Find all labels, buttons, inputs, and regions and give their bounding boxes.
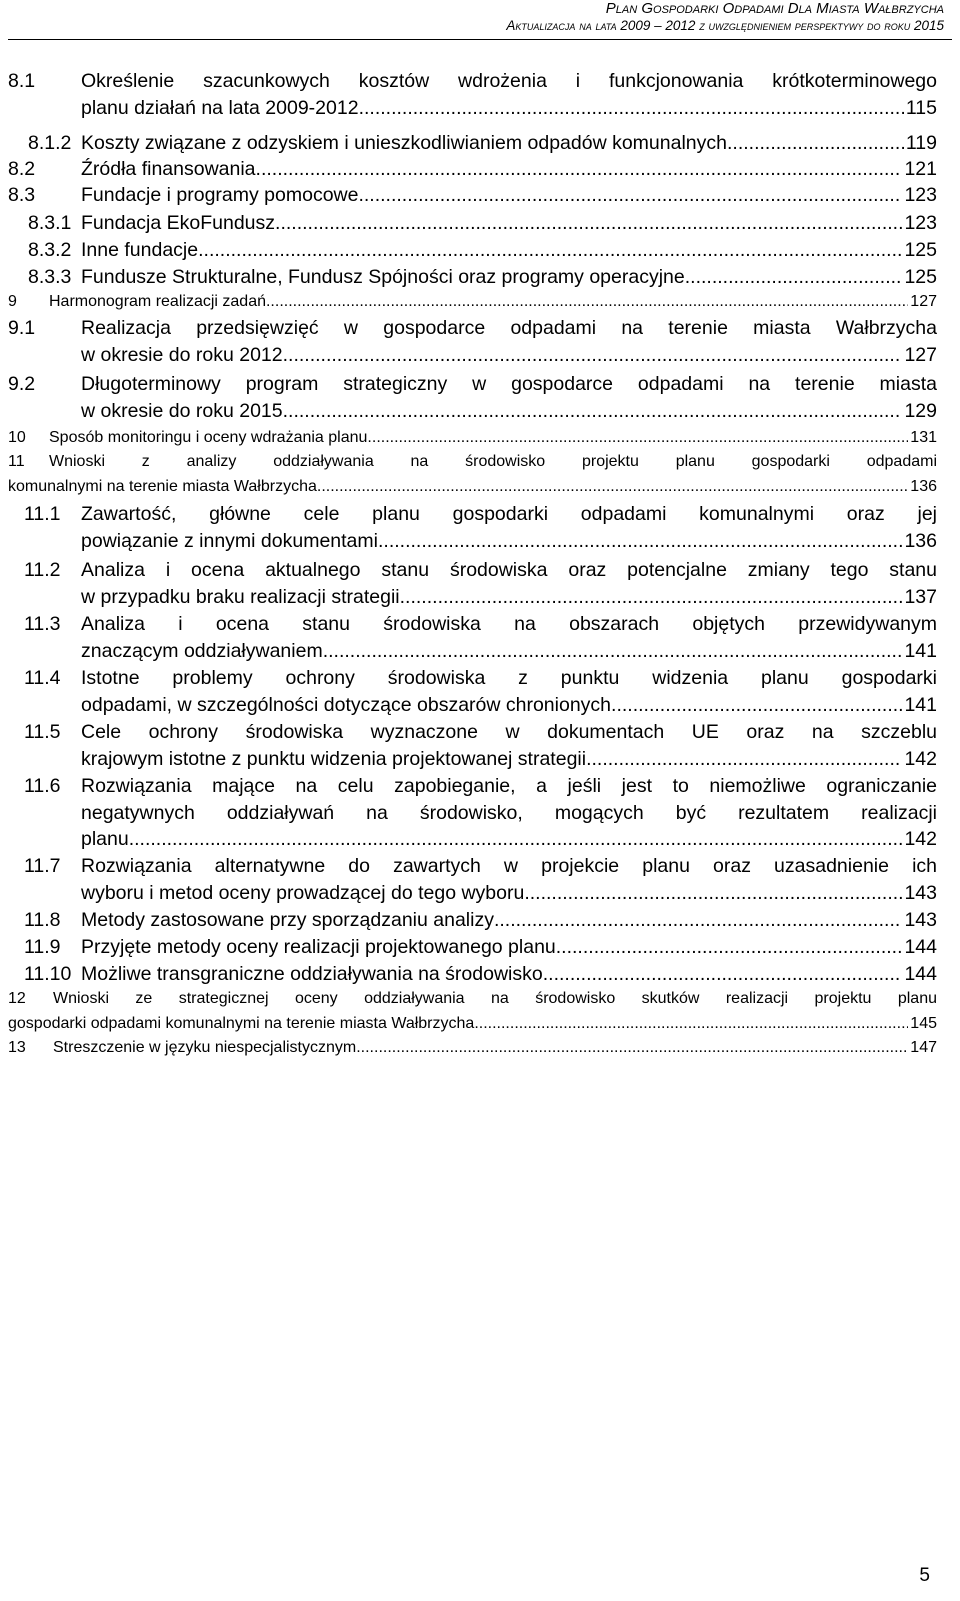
- toc-entry-number: 8.3.2: [28, 239, 72, 261]
- toc-entry-line-last: [81, 530, 937, 553]
- toc-entry-line-last: [53, 1039, 937, 1057]
- toc-entry-line: [81, 503, 937, 526]
- toc-leader-dots: [256, 158, 903, 181]
- toc-entry-title: Realizacja przedsięwzięć w gospodarce odpadami na terenie miasta Wałbrzycha: [81, 317, 937, 339]
- toc-entry-title: Metody zastosowane przy sporządzaniu analizy: [81, 909, 494, 931]
- toc-leader-dots: [356, 1039, 908, 1057]
- toc-entry-title: krajowym istotne z punktu widzenia projektowanej strategii: [81, 747, 587, 770]
- toc-entry-line: [81, 559, 937, 582]
- toc-leader-dots: [524, 882, 902, 905]
- toc-entry-line-last: [81, 344, 937, 367]
- toc-entry-page: 125: [904, 239, 937, 261]
- toc-entry-number: 11.6: [24, 775, 61, 797]
- toc-entry-line-last: [8, 478, 937, 496]
- toc-entry-line: [81, 667, 937, 690]
- toc-entry-page: 136: [904, 529, 937, 552]
- toc-entry-number: 9.2: [8, 373, 36, 395]
- toc-entry-page: 136: [910, 477, 937, 495]
- toc-entry-page: 143: [904, 881, 937, 904]
- toc-entry-page: 144: [904, 936, 937, 958]
- toc-entry-line-last: [49, 429, 937, 447]
- toc-entry-title: Rozwiązania alternatywne do zawartych w projekcie planu oraz uzasadnienie ich: [81, 855, 937, 877]
- toc-entry-title: w przypadku braku realizacji strategii: [81, 585, 400, 608]
- toc-leader-dots: [266, 293, 908, 311]
- toc-entry-page: 141: [904, 639, 937, 662]
- toc-leader-dots: [317, 478, 908, 496]
- toc-entry-title: powiązanie z innymi dokumentami: [81, 529, 378, 552]
- toc-entry-page: 123: [904, 212, 937, 234]
- header-subtitle: Aktualizacja na lata 2009 – 2012 z uwzględnieniem perspektywy do roku 2015: [506, 18, 944, 33]
- toc-entry-title: planu: [81, 828, 129, 850]
- toc-entry-title: w okresie do roku 2015: [81, 399, 283, 422]
- toc-entry-page: 137: [904, 585, 937, 608]
- toc-leader-dots: [275, 212, 902, 235]
- toc-entry-number: 8.2: [8, 158, 36, 180]
- toc-entry-line-last: [81, 158, 937, 181]
- toc-entry-line-last: [8, 1015, 937, 1033]
- toc-entry-line-last: [81, 400, 937, 423]
- toc-leader-dots: [556, 936, 903, 959]
- toc-entry-number: 8.3: [8, 184, 36, 206]
- toc-entry-line: [81, 721, 937, 744]
- toc-entry-title: Cele ochrony środowiska wyznaczone w dokumentach UE oraz na szczeblu: [81, 721, 937, 743]
- toc-entry-title: Rozwiązania mające na celu zapobieganie, a jeśli jest to niemożliwe ograniczanie: [81, 775, 937, 797]
- toc-entry-line: [81, 802, 937, 825]
- toc-entry-line-last: [81, 184, 937, 207]
- toc-entry-number: 11.2: [24, 559, 61, 581]
- toc-entry-title: Streszczenie w języku niespecjalistycznym: [53, 1039, 357, 1056]
- toc-entry-number: 10: [8, 429, 26, 446]
- toc-entry-line-last: [81, 909, 937, 932]
- toc-entry-line-last: [81, 936, 937, 959]
- toc-entry-page: 143: [904, 909, 937, 931]
- toc-entry-page: 123: [904, 184, 937, 206]
- toc-leader-dots: [727, 132, 904, 155]
- toc-entry-line-last: [81, 586, 937, 609]
- toc-entry-page: 121: [904, 158, 937, 180]
- toc-entry-line-last: [81, 132, 937, 155]
- toc-entry-title: Wnioski ze strategicznej oceny oddziaływania na środowisko skutków realizacji projektu planu: [53, 990, 937, 1007]
- header-title: Plan Gospodarki Odpadami Dla Miasta Wałbrzycha: [605, 0, 944, 17]
- toc-entry-page: 142: [904, 747, 937, 770]
- toc-entry-title: Wnioski z analizy oddziaływania na środowisko projektu planu gospodarki odpadami: [49, 453, 937, 470]
- toc-entry-line-last: [49, 293, 937, 311]
- toc-leader-dots: [400, 586, 903, 609]
- toc-entry-line-last: [81, 239, 937, 262]
- toc-entry-number: 11.4: [24, 667, 61, 689]
- toc-leader-dots: [323, 640, 903, 663]
- toc-entry-line-last: [81, 212, 937, 235]
- header-divider: [8, 39, 952, 40]
- toc-entry-number: 11.3: [24, 613, 61, 635]
- toc-entry-line-last: [81, 266, 937, 289]
- toc-entry-title: Koszty związane z odzyskiem i unieszkodliwianiem odpadów komunalnych: [81, 132, 727, 154]
- toc-leader-dots: [283, 344, 903, 367]
- toc-entry-page: 147: [910, 1039, 937, 1056]
- toc-leader-dots: [367, 429, 908, 447]
- toc-leader-dots: [685, 266, 903, 289]
- toc-entry-title: odpadami, w szczególności dotyczące obszarów chronionych: [81, 693, 612, 716]
- toc-entry-number: 13: [8, 1039, 26, 1056]
- toc-entry-title: Możliwe transgraniczne oddziaływania na środowisko: [81, 963, 543, 985]
- toc-entry-title: Istotne problemy ochrony środowiska z punktu widzenia planu gospodarki: [81, 667, 937, 689]
- toc-entry-number: 8.1.2: [28, 132, 72, 154]
- toc-entry-page: 129: [904, 399, 937, 422]
- toc-entry-title: Sposób monitoringu i oceny wdrażania planu: [49, 429, 368, 446]
- toc-entry-number: 11: [8, 453, 25, 470]
- toc-entry-line: [81, 775, 937, 798]
- toc-entry-line: [49, 453, 937, 471]
- toc-leader-dots: [129, 828, 903, 851]
- toc-entry-number: 8.3.3: [28, 266, 72, 288]
- toc-entry-title: gospodarki odpadami komunalnymi na terenie miasta Wałbrzycha: [8, 1014, 475, 1032]
- toc-entry-line-last: [81, 640, 937, 663]
- toc-entry-title: Analiza i ocena aktualnego stanu środowiska oraz potencjalne zmiany tego stanu: [81, 559, 937, 581]
- document-header: [4, 0, 944, 34]
- toc-entry-line-last: [81, 694, 937, 717]
- toc-entry-page: 141: [904, 693, 937, 716]
- toc-entry-page: 125: [904, 266, 937, 288]
- toc-entry-page: 145: [910, 1014, 937, 1032]
- toc-entry-title: Źródła finansowania: [81, 158, 256, 180]
- toc-leader-dots: [358, 184, 902, 207]
- toc-entry-title: Fundacje i programy pomocowe: [81, 184, 359, 206]
- toc-leader-dots: [378, 530, 902, 553]
- toc-entry-title: Określenie szacunkowych kosztów wdrożenia i funkcjonowania krótkoterminowego: [81, 70, 937, 92]
- toc-entry-page: 131: [910, 429, 937, 446]
- toc-entry-title: Analiza i ocena stanu środowiska na obszarach objętych przewidywanym: [81, 613, 937, 635]
- toc-entry-title: Przyjęte metody oceny realizacji projektowanego planu: [81, 936, 556, 958]
- toc-entry-page: 144: [904, 963, 937, 985]
- toc-leader-dots: [474, 1015, 908, 1033]
- toc-entry-line-last: [81, 97, 937, 120]
- toc-entry-title: planu działań na lata 2009-2012: [81, 96, 359, 119]
- toc-leader-dots: [543, 963, 903, 986]
- toc-entry-page: 115: [905, 96, 937, 119]
- toc-entry-number: 11.10: [24, 963, 72, 985]
- toc-entry-title: Inne fundacje: [81, 239, 199, 261]
- toc-leader-dots: [359, 97, 904, 120]
- toc-entry-page: 127: [904, 343, 937, 366]
- toc-entry-line: [81, 70, 937, 93]
- toc-entry-number: 11.8: [24, 909, 61, 931]
- toc-entry-title: Długoterminowy program strategiczny w gospodarce odpadami na terenie miasta: [81, 373, 937, 395]
- toc-entry-line-last: [81, 882, 937, 905]
- toc-entry-title: wyboru i metod oceny prowadzącej do tego wyboru: [81, 881, 525, 904]
- toc-entry-number: 11.7: [24, 855, 61, 877]
- toc-entry-line: [81, 317, 937, 340]
- toc-entry-title: Harmonogram realizacji zadań: [49, 293, 266, 310]
- toc-entry-number: 8.3.1: [28, 212, 72, 234]
- toc-entry-line: [81, 613, 937, 636]
- toc-entry-number: 11.9: [24, 936, 61, 958]
- toc-leader-dots: [494, 909, 902, 932]
- toc-entry-title: Fundacja EkoFundusz: [81, 212, 276, 234]
- toc-entry-line-last: [81, 963, 937, 986]
- toc-leader-dots: [586, 748, 902, 771]
- toc-entry-title: znaczącym oddziaływaniem: [81, 639, 323, 662]
- toc-entry-line: [81, 373, 937, 396]
- toc-entry-title: komunalnymi na terenie miasta Wałbrzycha: [8, 477, 317, 495]
- toc-entry-line-last: [81, 828, 937, 851]
- page-number: 5: [919, 1565, 930, 1586]
- toc-entry-number: 11.1: [24, 503, 61, 525]
- toc-entry-page: 142: [904, 828, 937, 850]
- toc-leader-dots: [611, 694, 902, 717]
- toc-entry-number: 12: [8, 990, 26, 1007]
- toc-entry-title: Zawartość, główne cele planu gospodarki odpadami komunalnymi oraz jej: [81, 503, 937, 525]
- toc-entry-title: negatywnych oddziaływań na środowisko, mogących być rezultatem realizacji: [81, 801, 937, 824]
- toc-entry-title: w okresie do roku 2012: [81, 343, 283, 366]
- toc-entry-number: 8.1: [8, 70, 36, 92]
- toc-entry-page: 127: [910, 293, 937, 310]
- toc-entry-line: [81, 855, 937, 878]
- toc-entry-number: 11.5: [24, 721, 61, 743]
- toc-entry-title: Fundusze Strukturalne, Fundusz Spójności oraz programy operacyjne: [81, 266, 685, 288]
- toc-entry-line: [53, 990, 937, 1008]
- toc-entry-number: 9: [8, 293, 17, 310]
- toc-leader-dots: [198, 239, 902, 262]
- toc-entry-line-last: [81, 748, 937, 771]
- toc-entry-number: 9.1: [8, 317, 36, 339]
- toc-leader-dots: [283, 400, 903, 423]
- toc-entry-page: 119: [905, 132, 937, 154]
